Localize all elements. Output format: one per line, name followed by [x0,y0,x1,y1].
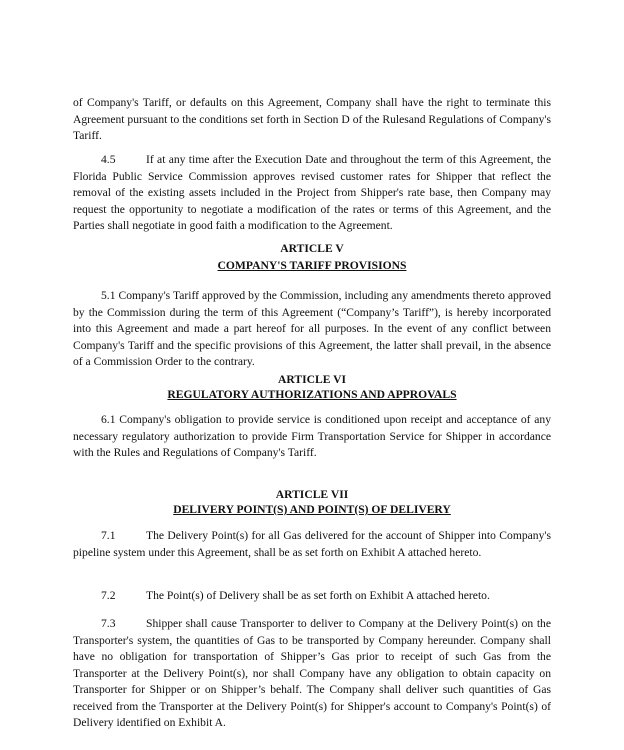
article-vi-title: ARTICLE VI [278,373,346,386]
paragraph-5-1 [73,288,551,371]
paragraph-7-1 [73,528,551,561]
paragraph-intro-text: of Company's Tariff, or defaults on this Agreement, Company shall have the right to terminate this Agreement pursuant to the conditions set forth in Section D of the Rulesand Regulations of Company's Tariff. [73,96,551,142]
paragraph-5-1-text: 5.1 Company's Tariff approved by the Commission, including any amendments thereto approved by the Commission during the term of this Agreement (“Company’s Tariff”), is hereby incorporated into this Agreement and made a part hereof for all purposes. In the event of any conflict between Company's Tariff and the specific provisions of this Agreement, the latter shall prevail, in the absence of a Commission Order to the contrary. [73,289,551,368]
section-number-7-2: 7.2 [101,589,116,602]
paragraph-7-3-text: Shipper shall cause Transporter to deliver to Company at the Delivery Point(s) on the Transporter's system, the quantities of Gas to be transported by Company hereunder. Company shall have no obligation for transportation of Shipper’s Gas prior to receipt of such Gas from the Transporter at the Delivery Point(s), nor shall Company have any obligation to obtain capacity on Transporter for Shipper or on Shipper’s behalf. The Company shall deliver such quantities of Gas received from the Transporter at the Delivery Point(s) for Shipper's account to Company's Point(s) of Delivery identified on Exhibit A. [73,617,551,729]
article-vii-title: ARTICLE VII [275,488,349,501]
paragraph-7-3 [73,616,551,732]
article-v-title: ARTICLE V [280,242,344,255]
section-number-4-5: 4.5 [101,153,116,166]
article-v-heading: COMPANY'S TARIFF PROVISIONS [217,259,407,272]
paragraph-7-2 [73,588,551,605]
section-number-7-1: 7.1 [101,529,116,542]
section-number-7-3: 7.3 [101,617,116,630]
paragraph-7-2-text: The Point(s) of Delivery shall be as set forth on Exhibit A attached hereto. [146,589,490,602]
paragraph-6-1-text: 6.1 Company's obligation to provide service is conditioned upon receipt and acceptance of any necessary regulatory authorization to provide Firm Transportation Service for Shipper in accordance with the Rules and Regulations of Company's Tariff. [73,413,551,459]
paragraph-7-1-text: The Delivery Point(s) for all Gas delivered for the account of Shipper into Company's pipeline system under this Agreement, shall be as set forth on Exhibit A attached hereto. [73,529,551,559]
article-vii-heading: DELIVERY POINT(S) AND POINT(S) OF DELIVERY [173,503,451,516]
article-vi-heading: REGULATORY AUTHORIZATIONS AND APPROVALS [167,388,457,401]
paragraph-6-1 [73,412,551,462]
paragraph-4-5-text: If at any time after the Execution Date and throughout the term of this Agreement, the Florida Public Service Commission approves revised customer rates for Shipper that reflect the removal of the existing assets included in the Project from Shipper's rate base, then Company may request the opportunity to negotiate a modification of the rates or terms of this Agreement, and the Parties shall negotiate in good faith a modification to the Agreement. [73,153,551,232]
paragraph-intro [73,95,551,145]
paragraph-4-5 [73,152,551,235]
